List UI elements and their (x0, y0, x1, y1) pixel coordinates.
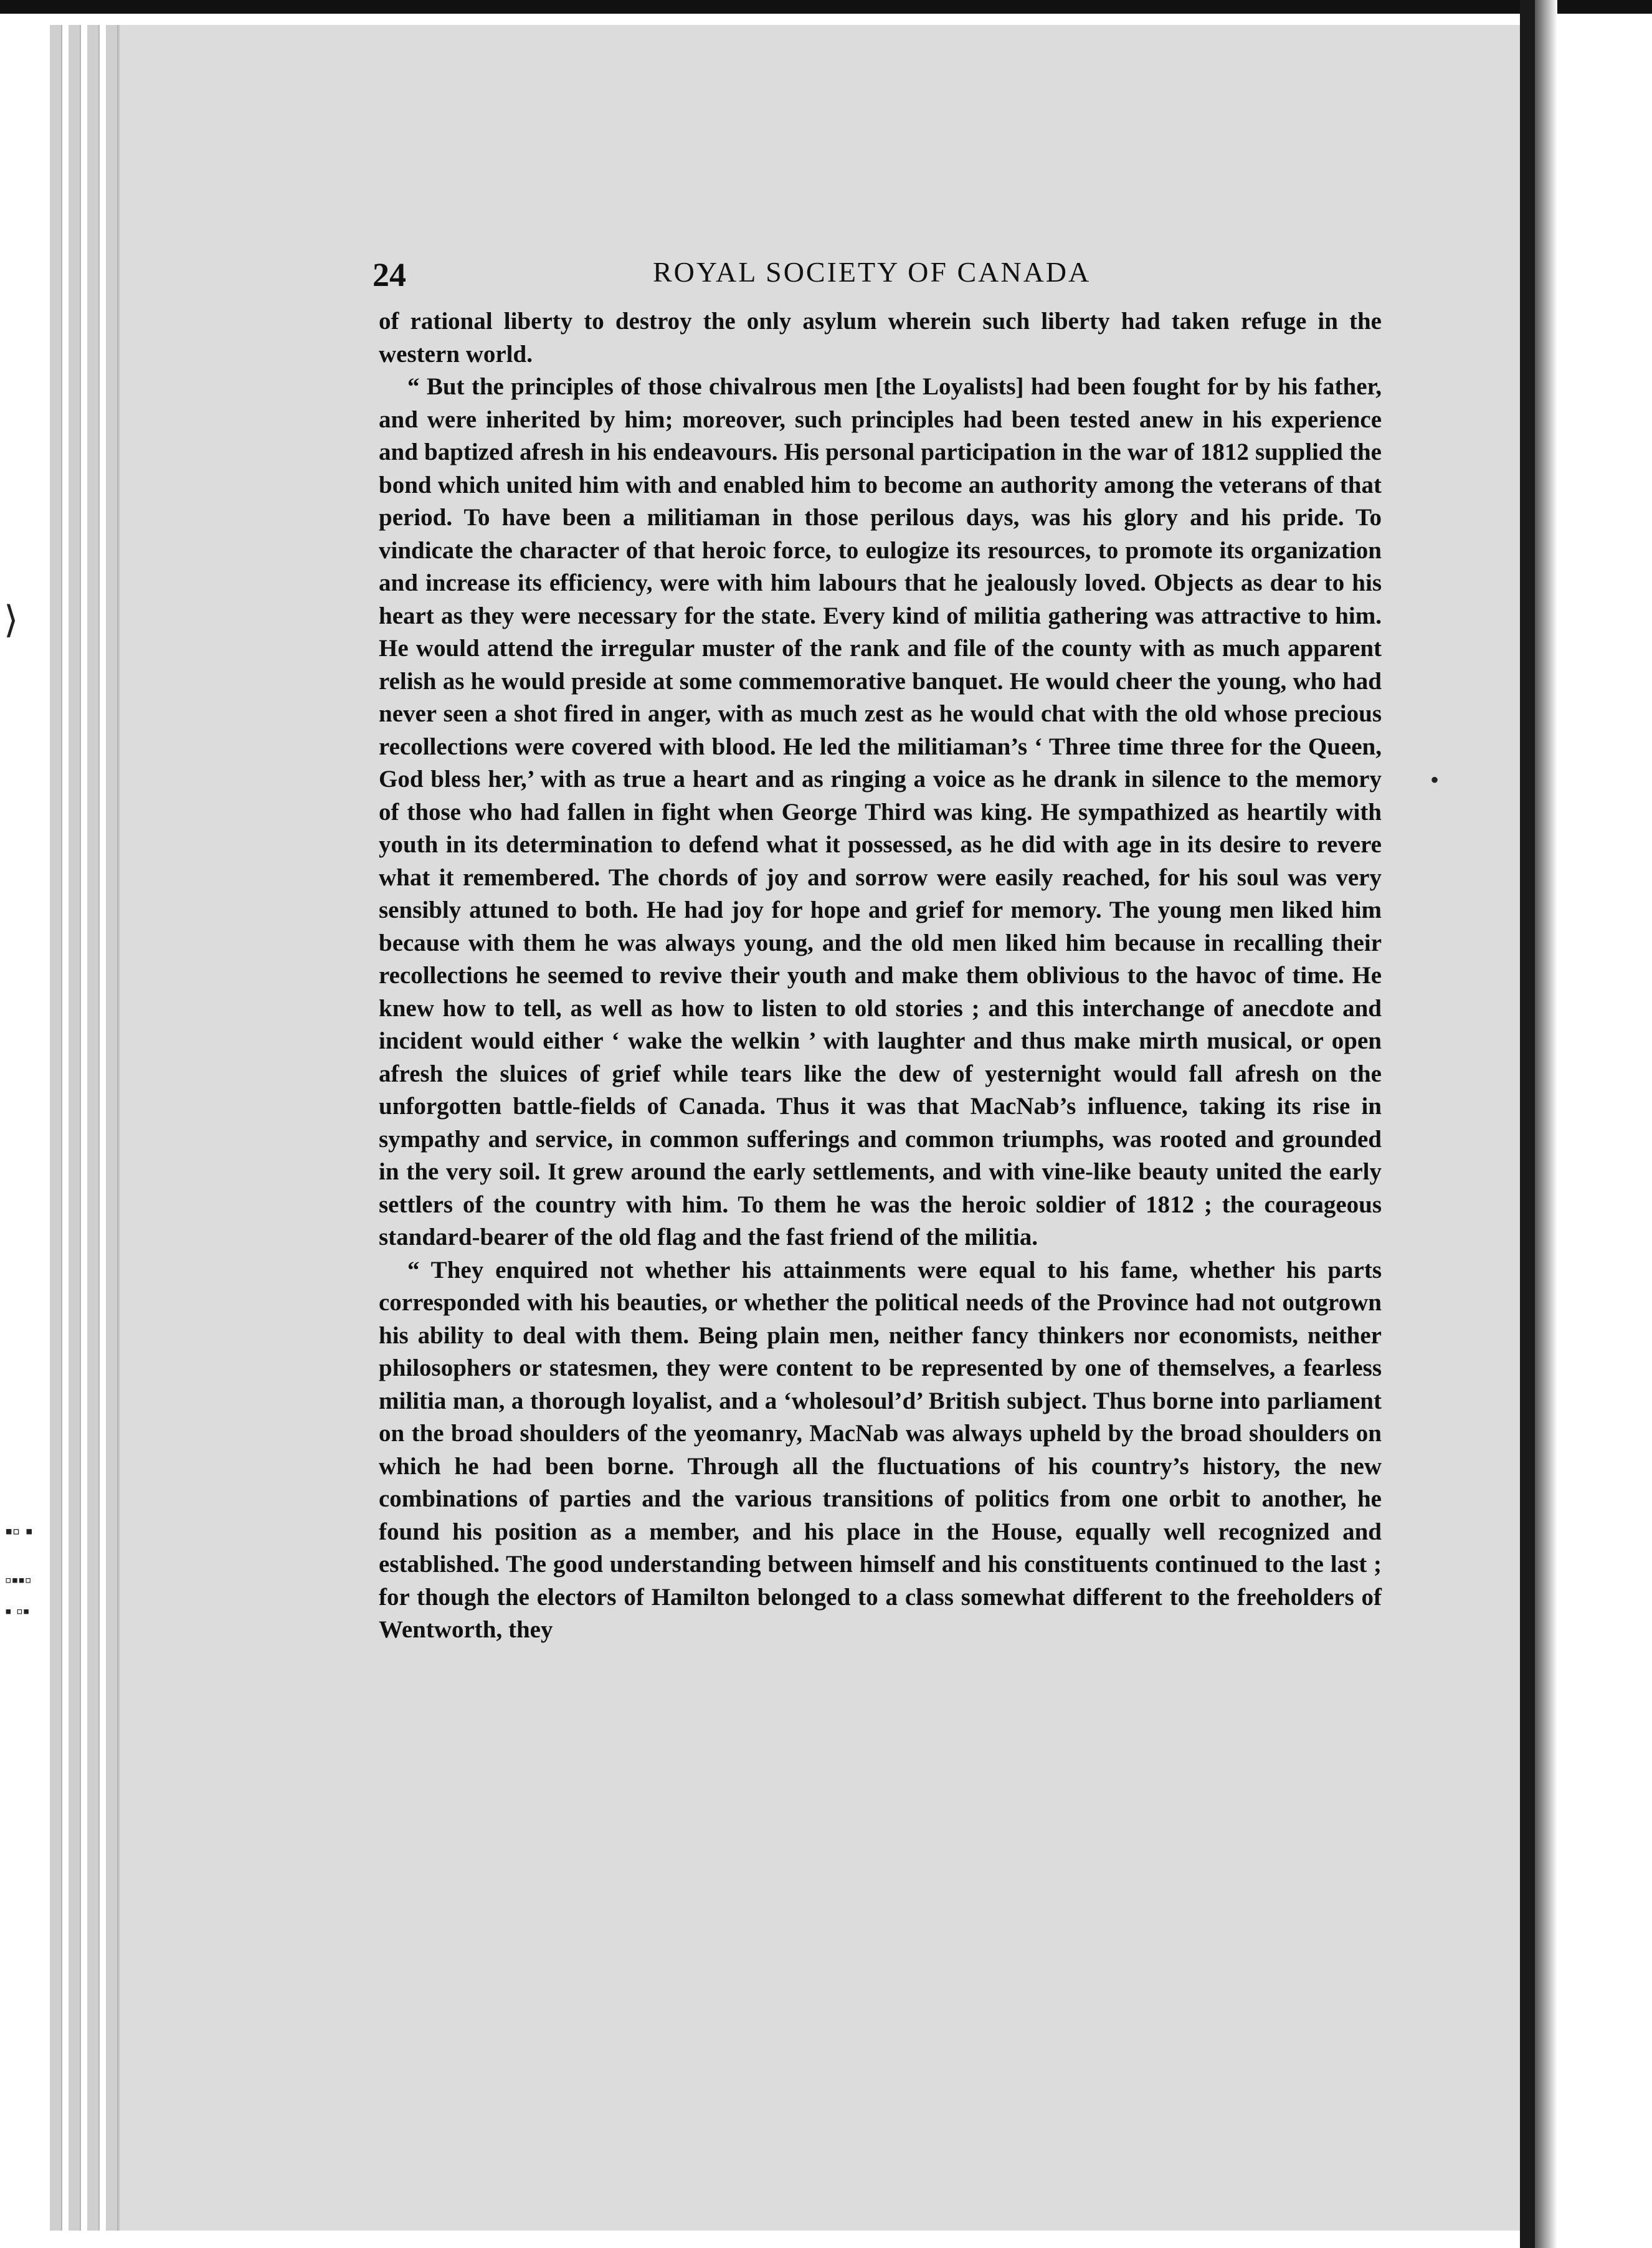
page-edge-stack (50, 25, 62, 2231)
scan-right-shadow (1535, 0, 1557, 2248)
page-edge-stack (69, 25, 81, 2231)
paragraph-quote: “ But the principles of those chivalrous men [the Loyalists] had been fought for by his father, and were inherited by him; moreover, such principles had been tested anew in his experience and baptized afresh in his endeavours. His personal participation in the war of 1812 supplied the bond which united him with and enabled him to become an authority among the veterans of that period. To have been a militiaman in those perilous days, was his glory and his pride. To vindicate the character of that heroic force, to eulogize its resources, to promote its organization and increase its efficiency, were with him labours that he jealously loved. Objects as dear to his heart as they were necessary for the state. Every kind of militia gathering was attractive to him. He would attend the irregular muster of the rank and file of the county with as much apparent relish as he would preside at some commemorative banquet. He would cheer the young, who had never seen a shot fired in anger, with as much zest as he would chat with the old whose precious recollections were covered with blood. He led the militiaman’s ‘ Three time three for the Queen, God bless her,’ with as true a heart and as ringing a voice as he drank in silence to the memory of those who had fallen in fight when George Third was king. He sympathized as heartily with youth in its determination to defend what it possessed, as he did with age in its desire to revere what it remembered. The chords of joy and sorrow were easily reached, for his soul was very sensibly attuned to both. He had joy for hope and grief for memory. The young men liked him because with them he was always young, and the old men liked him because in recalling their recollections he seemed to revive their youth and make them oblivious to the havoc of time. He knew how to tell, as well as how to listen to old stories ; and this interchange of anecdote and incident would either ‘ wake the welkin ’ with laughter and thus make mirth musical, or open afresh the sluices of grief while tears like the dew of yesternight would fall afresh on the unforgotten battle-fields of Canada. Thus it was that MacNab’s influence, taking its rise in sympathy and service, in common sufferings and common triumphs, was rooted and grounded in the very soil. It grew around the early settlements, and with vine-like beauty united the early settlers of the country with him. To them he was the heroic soldier of 1812 ; the courageous standard-bearer of the old flag and the fast friend of the militia. (379, 373, 1382, 1250)
margin-mark-bracket: ⟩ (4, 599, 19, 641)
scan-right-border (1520, 0, 1535, 2248)
page-number: 24 (373, 256, 406, 293)
margin-mark-smudge: ▪▫ ▪ (5, 1520, 33, 1543)
running-head-title: ROYAL SOCIETY OF CANADA (653, 256, 1091, 288)
margin-mark-smudge: ▫▪▪▫ (5, 1570, 32, 1591)
running-head (373, 255, 1388, 299)
paragraph-continuation: of rational liberty to destroy the only asylum wherein such liberty had taken refuge in the western world. (379, 308, 1382, 368)
margin-mark-dot: • (1430, 766, 1440, 794)
margin-mark-smudge: ▪ ▫▪ (5, 1601, 30, 1622)
body-text (379, 305, 1382, 1647)
paragraph-quote: “ They enquired not whether his attainments were equal to his fame, whether his parts corresponded with his beauties, or whether the political needs of the Province had not outgrown his ability to deal with them. Being plain men, neither fancy thinkers nor economists, neither philosophers or statesmen, they were content to be represented by one of themselves, a fearless militia man, a thorough loyalist, and a ‘wholesoul’d’ British subject. Thus borne into parliament on the broad shoulders of the yeomanry, MacNab was always upheld by the broad shoulders on which he had been borne. Through all the fluctuations of his country’s history, the new combinations of parties and the various transitions of politics from one orbit to another, he found his position as a member, and his place in the House, equally well recognized and established. The good understanding between himself and his constituents continued to the last ; for though the electors of Hamilton belonged to a class somewhat different to the freeholders of Wentworth, they (379, 1256, 1382, 1643)
page-edge-stack (87, 25, 100, 2231)
scan-top-border (0, 0, 1652, 14)
page-edge-stack (106, 25, 118, 2231)
